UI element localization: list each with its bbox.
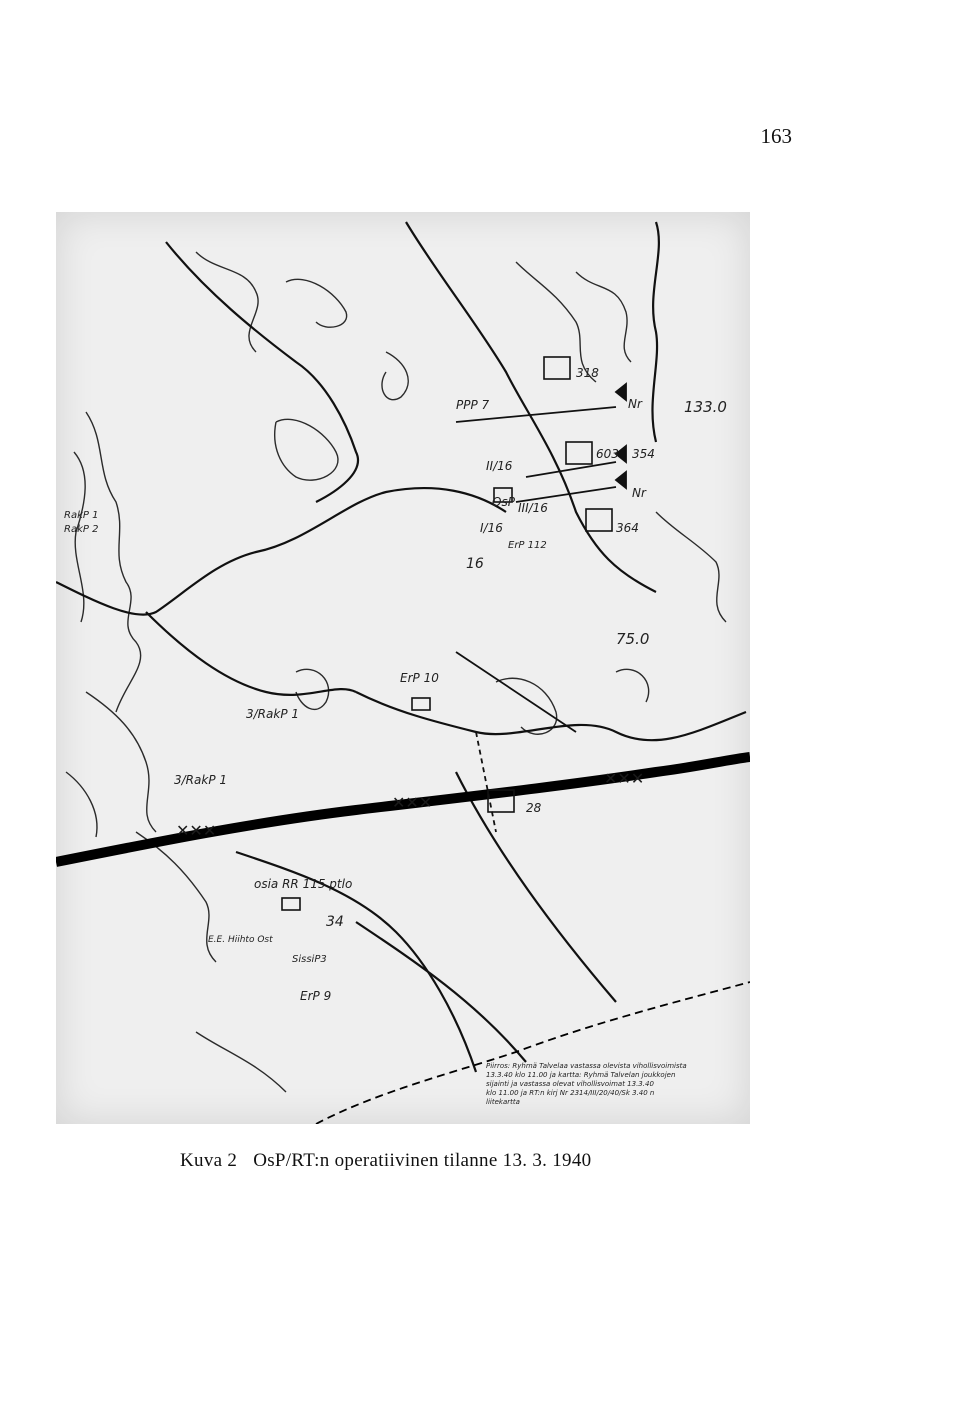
page-number: 163 bbox=[760, 124, 792, 148]
label-133: 133.0 bbox=[684, 398, 727, 416]
map-legend-note bbox=[486, 1062, 687, 1106]
caption-label: Kuva 2 bbox=[180, 1150, 238, 1171]
svg-text:✕✕✕: ✕✕✕ bbox=[176, 821, 217, 840]
terrain-outlines bbox=[66, 252, 726, 1092]
label-nr-2: Nr bbox=[632, 486, 646, 500]
label-sissip3: SissiP3 bbox=[292, 954, 327, 965]
label-364: 364 bbox=[616, 521, 639, 535]
label-3-rakp1-a: 3/RakP 1 bbox=[246, 707, 300, 721]
svg-text:liitekartta: liitekartta bbox=[486, 1098, 520, 1106]
label-16: 16 bbox=[466, 556, 484, 572]
svg-text:sijainti ja vastassa olevat vi: sijainti ja vastassa olevat vihollisvoimat 13.3.40 bbox=[486, 1080, 654, 1088]
label-erp9: ErP 9 bbox=[300, 989, 332, 1003]
border-dashed bbox=[316, 982, 750, 1124]
label-nr-1: Nr bbox=[628, 397, 642, 411]
label-ii16: II/16 bbox=[486, 459, 513, 473]
label-rakp1: RakP 1 bbox=[64, 510, 99, 521]
label-rr115: osia RR 115 ptlo bbox=[254, 877, 353, 891]
unit-symbols bbox=[282, 357, 612, 910]
label-34: 34 bbox=[326, 914, 344, 930]
label-354: 354 bbox=[632, 447, 655, 461]
label-erp112: ErP 112 bbox=[508, 540, 547, 551]
svg-text:✕✕✕: ✕✕✕ bbox=[604, 769, 645, 788]
label-3-rakp1-b: 3/RakP 1 bbox=[174, 773, 228, 787]
label-603: 603 bbox=[596, 447, 619, 461]
label-75: 75.0 bbox=[616, 630, 650, 648]
label-osp: OsP bbox=[492, 495, 515, 509]
label-ppp7: PPP 7 bbox=[456, 398, 490, 412]
label-rakp2: RakP 2 bbox=[64, 524, 99, 535]
svg-text:✕✕✕: ✕✕✕ bbox=[392, 793, 433, 812]
figure-caption bbox=[180, 1150, 780, 1172]
svg-text:Piirros: Ryhmä Talvelaa vastas: Piirros: Ryhmä Talvelaa vastassa olevista vihollisvoimista bbox=[486, 1062, 687, 1070]
label-i16: I/16 bbox=[480, 521, 503, 535]
label-318: 318 bbox=[576, 366, 599, 380]
situation-map bbox=[56, 212, 750, 1124]
label-ee-hiihto: E.E. Hiihto Ost bbox=[208, 935, 273, 945]
svg-text:13.3.40 klo 11.00 ja kartta: R: 13.3.40 klo 11.00 ja kartta: Ryhmä Talvelan joukkojen bbox=[486, 1071, 676, 1079]
caption-text: OsP/RT:n operatiivinen tilanne 13. 3. 1940 bbox=[253, 1150, 592, 1171]
label-erp10: ErP 10 bbox=[400, 671, 439, 685]
label-iii16: III/16 bbox=[518, 501, 548, 515]
svg-text:klo 11.00 ja RT:n kirj Nr 2314: klo 11.00 ja RT:n kirj Nr 2314/III/20/40/Sk 3.40 n bbox=[486, 1089, 655, 1097]
label-28: 28 bbox=[526, 801, 542, 815]
